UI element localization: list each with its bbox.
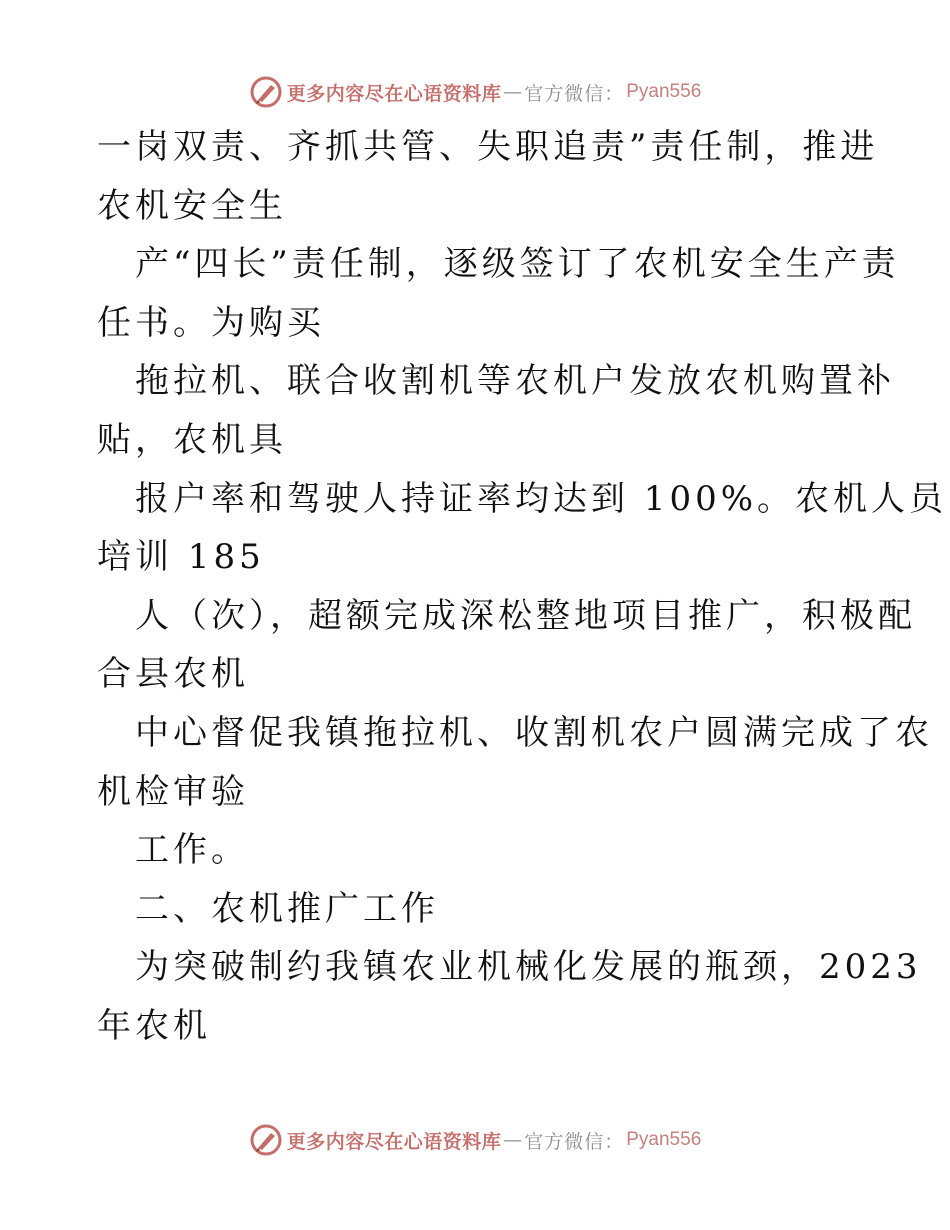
text-line: 中心督促我镇拖拉机、收割机农户圆满完成了农 — [135, 712, 933, 753]
watermark-dash: — — [503, 81, 523, 103]
text-line: 任书。为购买 — [97, 302, 325, 343]
pen-logo-icon — [249, 1123, 283, 1157]
watermark-id: Pyan556 — [626, 81, 702, 102]
text-line: 一岗双责、齐抓共管、失职追责”责任制，推进 — [97, 127, 879, 167]
watermark-brand: 更多内容尽在心语资料库 — [286, 82, 502, 105]
watermark-dash: — — [503, 1129, 523, 1151]
text-line: 为突破制约我镇农业机械化发展的瓶颈，2023 — [135, 947, 922, 988]
text-line: 人（次），超额完成深松整地项目推广，积极配 — [135, 595, 916, 636]
watermark-id: Pyan556 — [626, 1129, 702, 1150]
text-line: 贴，农机具 — [97, 419, 287, 460]
watermark-sub: 官方微信： — [524, 1130, 625, 1153]
text-line: 合县农机 — [97, 654, 249, 695]
text-line: 产“四长”责任制，逐级签订了农机安全生产责 — [135, 244, 900, 285]
section-heading: 二、农机推广工作 — [135, 888, 439, 929]
pen-logo-icon — [249, 75, 283, 109]
header-watermark — [0, 72, 950, 112]
watermark-brand: 更多内容尽在心语资料库 — [286, 1130, 502, 1153]
text-line: 报户率和驾驶人持证率均达到 100%。农机人员 — [135, 478, 948, 519]
footer-watermark — [0, 1120, 950, 1160]
text-line: 农机安全生 — [97, 185, 287, 226]
text-line: 机检审验 — [97, 771, 249, 812]
text-line: 培训 185 — [97, 537, 265, 578]
watermark-sub: 官方微信： — [524, 82, 625, 105]
text-line: 年农机 — [97, 1005, 211, 1046]
text-line: 工作。 — [135, 830, 249, 871]
text-line: 拖拉机、联合收割机等农机户发放农机购置补 — [135, 361, 895, 402]
document-body — [97, 118, 948, 1056]
